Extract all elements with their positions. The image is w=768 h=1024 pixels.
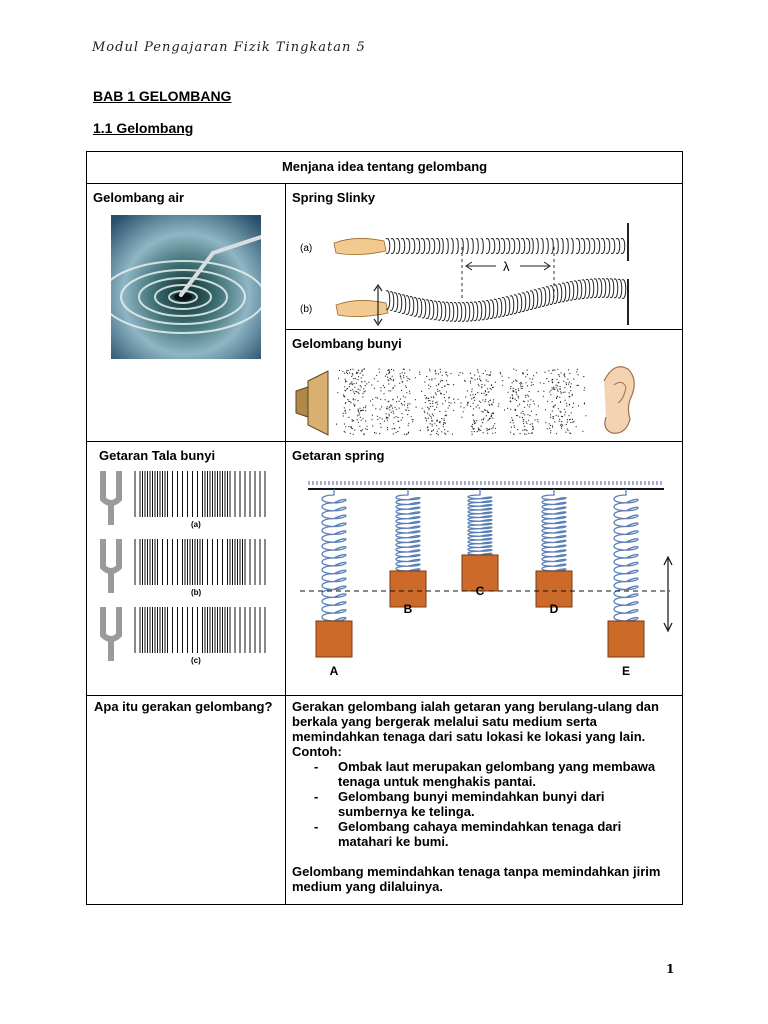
tuning-fork-icon [103, 471, 119, 503]
list-item: - Gelombang bunyi memindahkan bunyi dari sumbernya ke telinga. [314, 789, 676, 819]
hand-a-icon [334, 238, 386, 254]
air-particles [336, 368, 587, 435]
wave-ideas-table [86, 151, 683, 905]
spring-label: Getaran spring [292, 448, 385, 463]
water-wave-label: Gelombang air [93, 190, 185, 205]
mass-label: D [549, 602, 559, 616]
water-wave-cell [87, 184, 286, 442]
fork-panel-label: (c) [191, 656, 201, 665]
slinky-cell [286, 184, 683, 330]
table-caption: Menjana idea tentang gelombang [281, 159, 488, 174]
mass-label: A [329, 664, 339, 678]
spring-coil [396, 489, 420, 571]
slinky-label: Spring Slinky [292, 190, 376, 205]
conclusion-text: Gelombang memindahkan tenaga tanpa memindahkan jirim medium yang dilaluinya. [292, 864, 661, 894]
hand-b-icon [336, 300, 388, 316]
fork-panel-label: (a) [191, 520, 201, 529]
tuning-fork-icon [103, 607, 119, 639]
mass-label: B [403, 602, 413, 616]
mass-block [608, 621, 644, 657]
slinky-panel-b: (b) [300, 304, 313, 315]
slinky-panel-a: (a) [300, 243, 313, 254]
spring-coil [542, 489, 566, 571]
section-title: 1.1 Gelombang [93, 120, 194, 136]
mass-block [316, 621, 352, 657]
slinky-diagram [286, 205, 682, 329]
spring-coil [322, 489, 346, 621]
sound-wave-cell [286, 330, 683, 442]
spring-coil [614, 489, 638, 621]
tuning-fork-cell [87, 442, 286, 696]
tuning-fork-icon [103, 539, 119, 571]
tuning-fork-diagram [87, 463, 285, 683]
ear-icon [604, 367, 634, 434]
answer-cell [286, 696, 683, 905]
spring-coil [468, 489, 492, 555]
sound-wave-label: Gelombang bunyi [292, 336, 402, 351]
fork-panel-label: (b) [191, 588, 202, 597]
list-item: - Ombak laut merupakan gelombang yang membawa tenaga untuk menghakis pantai. [314, 759, 676, 789]
water-ripple-image [111, 215, 261, 359]
sound-wave-diagram [286, 351, 682, 441]
question-text: Apa itu gerakan gelombang? [94, 699, 273, 714]
question-cell [87, 696, 286, 905]
table-caption-cell [87, 152, 683, 184]
example-list [292, 759, 676, 849]
mass-label: E [621, 664, 631, 678]
slinky-coil-b [386, 279, 626, 322]
mass-label: C [475, 584, 485, 598]
wavelength-symbol: λ [503, 259, 510, 274]
chapter-title: BAB 1 GELOMBANG [93, 88, 232, 104]
definition-text: Gerakan gelombang ialah getaran yang berulang-ulang dan berkala yang bergerak melalui satu medium serta memindahkan tenaga dari satu lokasi ke lokasi yang lain. [292, 699, 659, 744]
tuning-fork-label: Getaran Tala bunyi [99, 448, 216, 463]
module-header: Modul Pengajaran Fizik Tingkatan 5 [92, 40, 366, 55]
example-heading: Contoh: [292, 744, 342, 759]
list-item: - Gelombang cahaya memindahkan tenaga dari matahari ke bumi. [314, 819, 676, 849]
spring-cell [286, 442, 683, 696]
spring-oscillation-diagram [286, 463, 682, 689]
slinky-coil-a [386, 239, 625, 254]
loudspeaker-icon [308, 371, 328, 435]
page-number: 1 [666, 962, 675, 976]
